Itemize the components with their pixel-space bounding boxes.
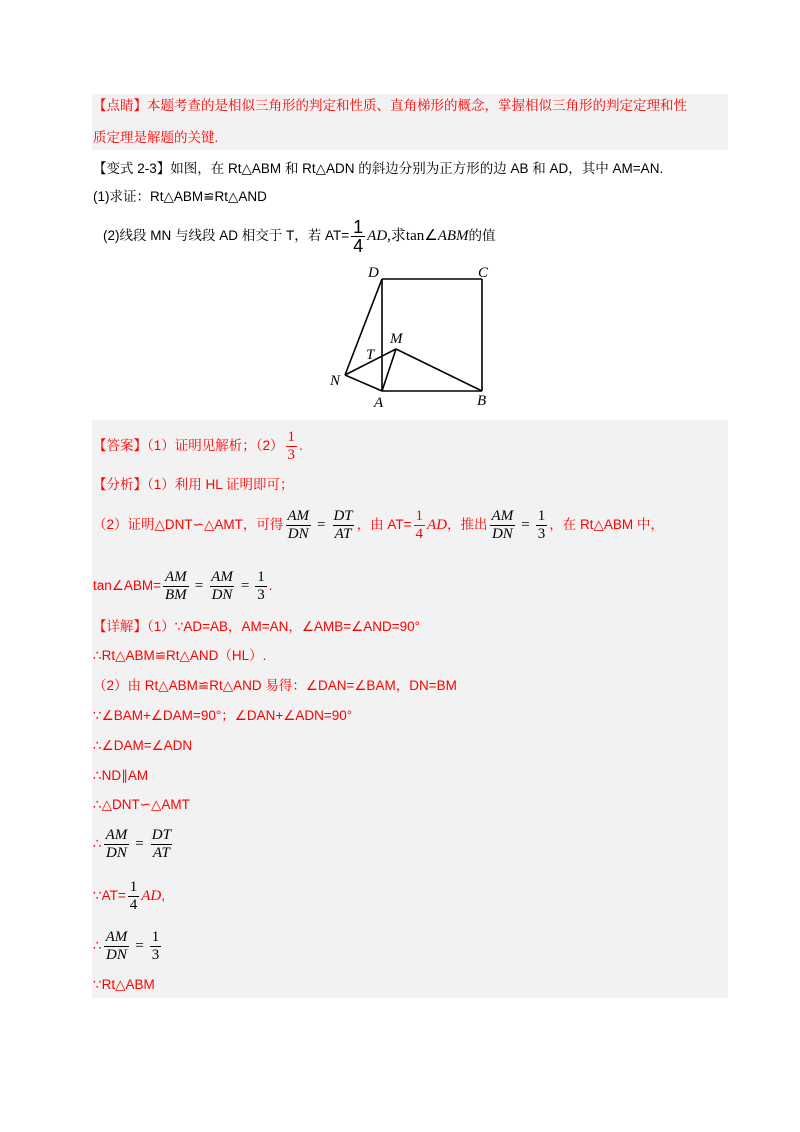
part2-ask: 求tan∠ <box>390 228 438 245</box>
detail-line7: ∴△DNT∽△AMT <box>93 797 190 812</box>
detail-line9: ∵AT= $\frac{1}{4}$ AD, <box>93 878 165 913</box>
label-N: N <box>330 373 341 389</box>
problem-header: 【变式 2-3】如图，在 Rt△ABM 和 Rt△ADN 的斜边分别为正方形的边 AB 和 AD，其中 AM=AN. <box>93 161 664 176</box>
label-T: T <box>366 347 375 363</box>
tan-frac-1-3: $\frac{1}{3}$ <box>257 568 265 603</box>
answer-fraction: $\frac{1}{3}$ <box>287 428 296 463</box>
analysis-frac-1-4: $\frac{1}{4}$ <box>415 507 424 542</box>
detail-line10: ∴ $\frac{AM}{DN}$ = $\frac{1}{3}$ <box>93 928 160 963</box>
detail-line8: ∴ $\frac{AM}{DN}$ = $\frac{DT}{AT}$ <box>93 826 171 861</box>
detail-frac-1-3: $\frac{1}{3}$ <box>151 928 160 963</box>
answer-line: 【答案】（1）证明见解析；（2） $\frac{1}{3}$ . <box>93 428 303 463</box>
detail-line6: ∴ND∥AM <box>93 768 149 783</box>
label-B: B <box>477 393 487 409</box>
dianjing-line1: 【点睛】本题考查的是相似三角形的判定和性质、直角梯形的概念，掌握相似三角形的判定定理和性 <box>93 98 687 113</box>
detail-line1: 【详解】（1）∵AD=AB，AM=AN，∠AMB=∠AND=90° <box>93 619 421 634</box>
analysis-line1: 【分析】（1）利用 HL 证明即可； <box>93 477 294 492</box>
detail-line3: （2）由 Rt△ABM≌Rt△AND 易得：∠DAN=∠BAM，DN=BM <box>93 678 457 693</box>
geometry-figure <box>320 255 510 415</box>
part2-ad: AD, <box>367 228 391 245</box>
detail-line4: ∵∠BAM+∠DAM=90°；∠DAN+∠ADN=90° <box>93 708 353 723</box>
detail-frac-1-4: $\frac{1}{4}$ <box>129 878 138 913</box>
tan-frac-am-dn: $\frac{AM}{DN}$ <box>211 568 233 603</box>
analysis-frac-dt-at: $\frac{DT}{AT}$ <box>333 507 353 542</box>
edge-NA <box>345 375 382 391</box>
analysis-line2: （2）证明△DNT∽△AMT，可得 $\frac{AM}{DN}$ = $\frac{DT}{AT}$ ，由 AT= $\frac{1}{4}$ AD，推出 $\frac{AM}{DN}$ = $\frac{1}{3}$ ，在 Rt△ABM 中， <box>93 507 664 542</box>
detail-frac-am-dn-2: $\frac{AM}{DN}$ <box>105 928 128 963</box>
dianjing-line2: 质定理是解题的关键. <box>93 130 219 145</box>
label-C: C <box>478 265 489 281</box>
part2-suffix: 的值 <box>468 228 496 244</box>
edge-MB <box>396 349 482 391</box>
part2-fraction: $\frac{1}{4}$ <box>353 217 364 256</box>
label-M: M <box>390 331 403 347</box>
analysis-line3: tan∠ABM= $\frac{AM}{BM}$ = $\frac{AM}{DN}$ = $\frac{1}{3}$ . <box>93 568 273 603</box>
label-D: D <box>368 265 379 281</box>
edge-DN <box>345 279 382 375</box>
analysis-frac-am-dn: $\frac{AM}{DN}$ <box>287 507 309 542</box>
problem-part1: (1)求证：Rt△ABM≌Rt△AND <box>93 189 267 204</box>
label-A: A <box>374 395 384 411</box>
tan-frac-am-bm: $\frac{AM}{BM}$ <box>165 568 187 603</box>
detail-frac-am-dn: $\frac{AM}{DN}$ <box>105 826 128 861</box>
analysis-frac-1-3: $\frac{1}{3}$ <box>537 507 546 542</box>
analysis-frac-am-dn-2: $\frac{AM}{DN}$ <box>491 507 514 542</box>
detail-line11: ∵Rt△ABM <box>93 977 155 992</box>
detail-frac-dt-at: $\frac{DT}{AT}$ <box>151 826 171 861</box>
problem-part2 <box>103 218 496 255</box>
detail-line2: ∴Rt△ABM≌Rt△AND（HL）. <box>93 648 267 663</box>
detail-line5: ∴∠DAM=∠ADN <box>93 738 193 753</box>
part2-prefix: (2)线段 MN 与线段 AD 相交于 T，若 AT= <box>103 228 350 244</box>
part2-abm: ABM <box>437 228 469 245</box>
